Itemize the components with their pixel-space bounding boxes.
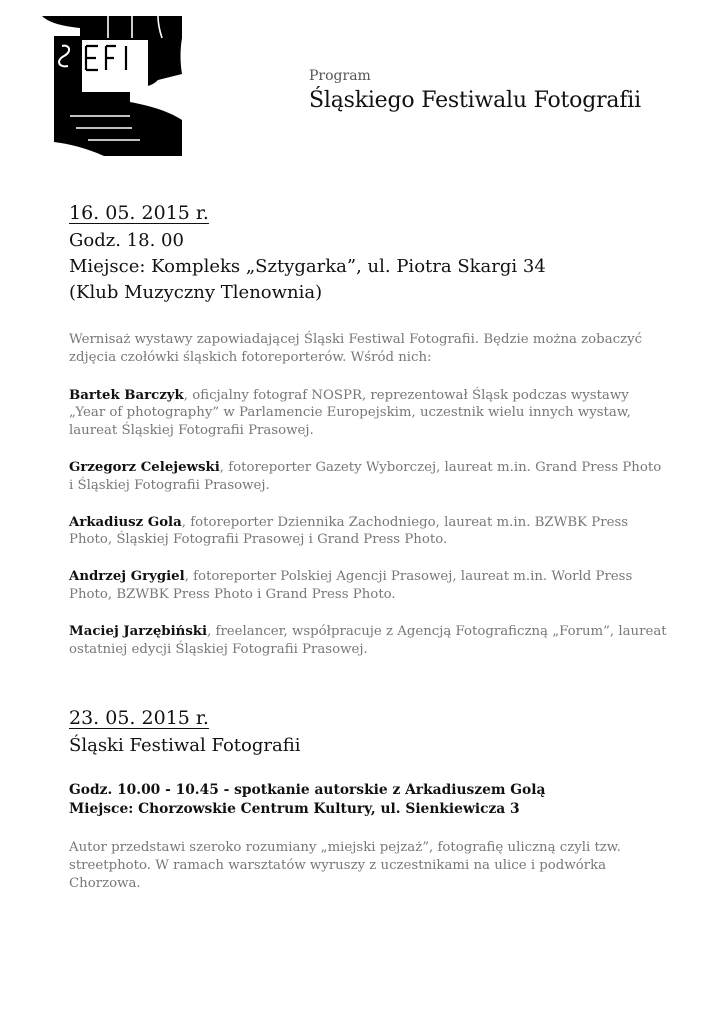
- festival-logo: [40, 16, 182, 156]
- photographer-name: Andrzej Grygiel: [69, 569, 185, 585]
- photographer-desc: , fotoreporter Polskiej Agencji Prasowej, laureat m.in. World Press Photo, BZWBK Press Photo i Grand Press Photo.: [69, 569, 633, 602]
- header-subtitle: Program: [309, 68, 371, 84]
- event-1-date: 16. 05. 2015 r.: [69, 202, 209, 224]
- photographer-name: Arkadiusz Gola: [69, 514, 182, 530]
- photographer-desc: , fotoreporter Dziennika Zachodniego, laureat m.in. BZWBK Press Photo, Śląskiej Fotografii Prasowej i Grand Press Photo.: [69, 514, 629, 548]
- header-title: Śląskiego Festiwalu Fotografii: [309, 88, 641, 113]
- photographer-name: Maciej Jarzębiński: [69, 623, 208, 639]
- photographer-desc: , oficjalny fotograf NOSPR, reprezentował Śląsk podczas wystawy „Year of photography” w Parlamencie Europejskim, uczestnik wielu innych wystaw, laureat Śląskiej Fotografii Prasowej.: [69, 387, 631, 439]
- event-2-date: 23. 05. 2015 r.: [69, 707, 209, 729]
- event-2-time-line: Godz. 10.00 - 10.45 - spotkanie autorskie z Arkadiuszem Golą: [69, 782, 546, 798]
- photographer-entry: [69, 387, 669, 440]
- event-2-place-line: Miejsce: Chorzowskie Centrum Kultury, ul. Sienkiewicza 3: [69, 801, 520, 817]
- event-2-description: Autor przedstawi szeroko rozumiany „miejski pejzaż”, fotografię uliczną czyli tzw. streetphoto. W ramach warsztatów wyruszy z uczestnikami na ulice i podwórka Chorzowa.: [69, 840, 621, 891]
- photographer-desc: , fotoreporter Gazety Wyborczej, laureat m.in. Grand Press Photo i Śląskiej Fotografii Prasowej.: [69, 459, 662, 493]
- event-2-section: [69, 705, 669, 892]
- photographer-name: Grzegorz Celejewski: [69, 459, 220, 475]
- hands-frame-icon: [40, 16, 182, 156]
- event-2-title: Śląski Festiwal Fotografii: [69, 735, 301, 756]
- photographer-name: Bartek Barczyk: [69, 387, 184, 403]
- photographer-entry: [69, 623, 669, 659]
- event-1-time: Godz. 18. 00: [69, 230, 184, 251]
- event-1-place: Miejsce: Kompleks „Sztygarka”, ul. Piotra Skargi 34: [69, 256, 546, 277]
- event-1-section: [69, 200, 669, 658]
- photographer-entry: [69, 514, 669, 550]
- photographer-desc: , freelancer, współpracuje z Agencją Fotograficzną „Forum”, laureat ostatniej edycji Śląskiej Fotografii Prasowej.: [69, 623, 667, 657]
- document-header: [309, 68, 641, 113]
- event-1-intro: Wernisaż wystawy zapowiadającej Śląski Festiwal Fotografii. Będzie można zobaczyć zdjęcia czołówki śląskich fotoreporterów. Wśród nich:: [69, 332, 643, 365]
- photographer-entry: [69, 568, 669, 604]
- photographer-entry: [69, 459, 669, 495]
- event-1-club: (Klub Muzyczny Tlenownia): [69, 282, 323, 303]
